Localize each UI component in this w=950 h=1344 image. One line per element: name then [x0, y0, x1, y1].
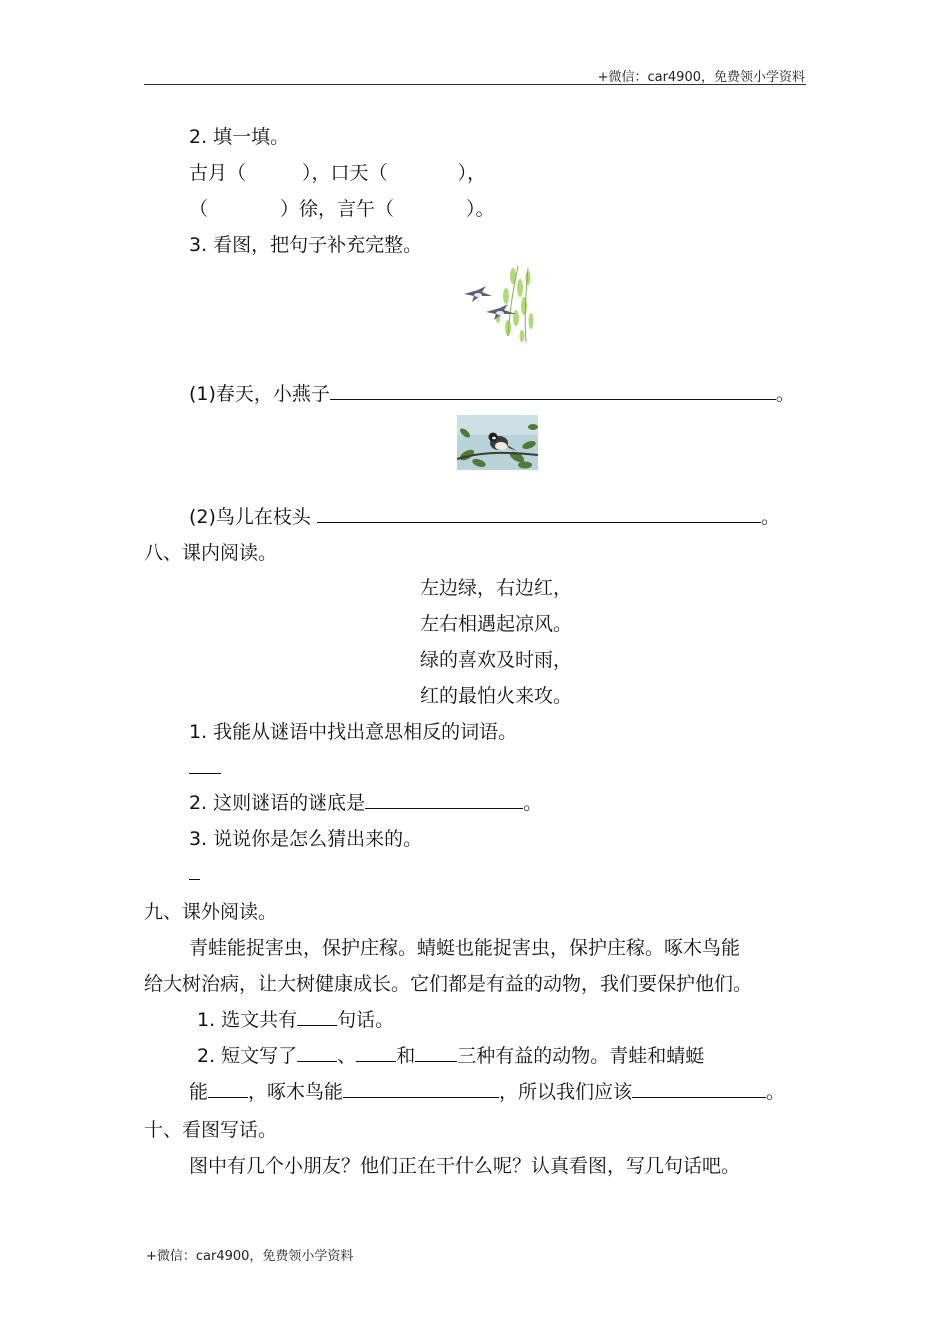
- answer-blank[interactable]: [208, 1079, 248, 1098]
- poem-line-1: 左边绿，右边红，: [420, 577, 573, 599]
- header-watermark: +微信：car4900，免费领小学资料: [597, 70, 805, 85]
- q2-row2: （ ）徐，言午（ ）。: [189, 198, 495, 220]
- section-9-title: 九、课外阅读。: [144, 901, 278, 923]
- q2-title: 2. 填一填。: [189, 126, 290, 148]
- answer-blank[interactable]: [365, 790, 523, 809]
- footer-watermark: +微信：car4900，免费领小学资料: [146, 1249, 354, 1264]
- section-8-title: 八、课内阅读。: [144, 542, 278, 564]
- bird-on-branch-image: [457, 415, 538, 470]
- q3-title: 3. 看图，把句子补充完整。: [189, 234, 423, 256]
- sec8-q1-answer: [189, 755, 221, 781]
- answer-blank[interactable]: [317, 504, 761, 523]
- answer-blank[interactable]: [330, 381, 776, 400]
- answer-blank[interactable]: [415, 1043, 457, 1062]
- sec8-q1: 1. 我能从谜语中找出意思相反的词语。: [189, 721, 518, 743]
- q2-row1: 古月（ ），口天（ ），: [189, 162, 487, 184]
- answer-blank[interactable]: [343, 1079, 499, 1098]
- poem-line-3: 绿的喜欢及时雨，: [420, 649, 573, 671]
- answer-blank[interactable]: [632, 1079, 766, 1098]
- poem-line-4: 红的最怕火来攻。: [420, 685, 573, 707]
- sec8-q2: 2. 这则谜语的谜底是 。: [189, 792, 543, 814]
- sec9-paragraph-line-1: 青蛙能捉害虫，保护庄稼。蜻蜓也能捉害虫，保护庄稼。啄木鸟能: [189, 937, 741, 959]
- answer-blank[interactable]: [297, 1007, 337, 1026]
- sec8-q3: 3. 说说你是怎么猜出来的。: [189, 828, 423, 850]
- sec9-q1: 1. 选文共有 句话。: [197, 1009, 395, 1031]
- sec9-q2-line-2: 能 ，啄木鸟能 ，所以我们应该 。: [189, 1081, 786, 1103]
- poem-line-2: 左右相遇起凉风。: [420, 613, 573, 635]
- swallows-willow-image: [458, 266, 538, 344]
- answer-blank[interactable]: [297, 1043, 337, 1062]
- q3-sentence-2: (2)鸟儿在枝头 。: [189, 506, 780, 528]
- sec9-paragraph-line-2: 给大树治病，让大树健康成长。它们都是有益的动物，我们要保护他们。: [144, 973, 753, 995]
- answer-blank[interactable]: [189, 755, 221, 774]
- section-10-title: 十、看图写话。: [144, 1119, 278, 1141]
- sec10-prompt: 图中有几个小朋友？他们正在干什么呢？认真看图，写几句话吧。: [189, 1155, 741, 1177]
- q3-sentence-1: (1)春天，小燕子 。: [189, 383, 795, 405]
- sec8-q3-answer: [189, 861, 200, 887]
- answer-blank[interactable]: [189, 861, 200, 880]
- sec9-q2-line-1: 2. 短文写了 、 和 三种有益的动物。青蛙和蜻蜓: [197, 1045, 705, 1067]
- header-rule: [144, 84, 806, 85]
- answer-blank[interactable]: [356, 1043, 396, 1062]
